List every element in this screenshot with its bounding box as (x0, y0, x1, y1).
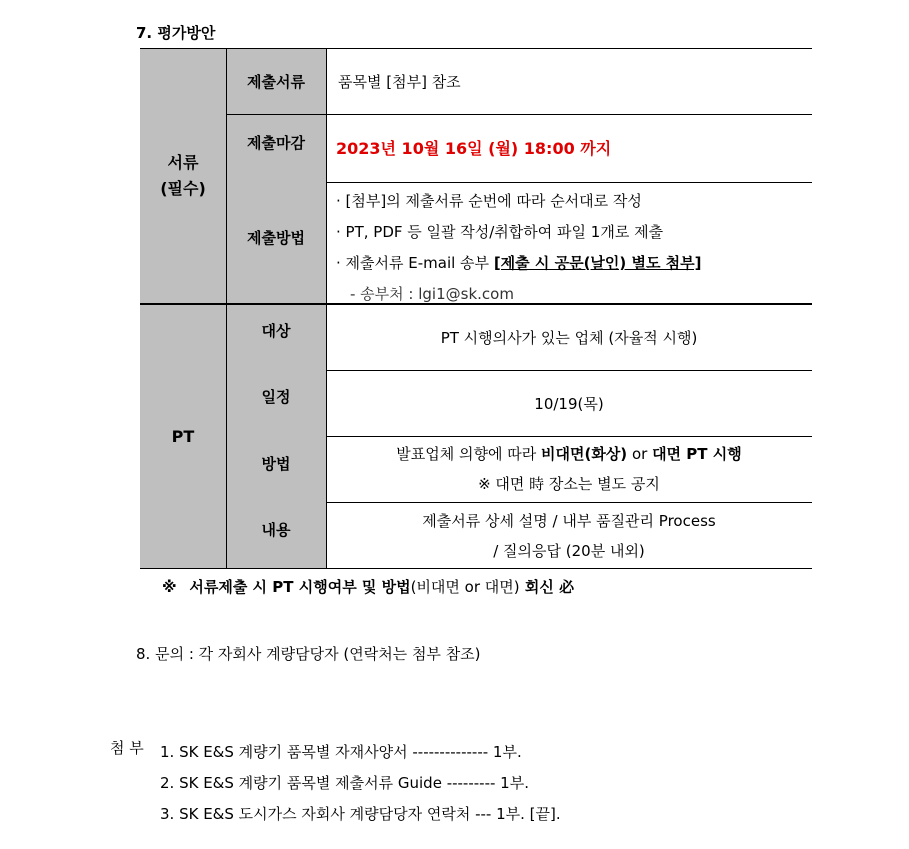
docs-group-cell (140, 48, 226, 304)
content-line-2: / 질의응답 (20분 내외) (493, 541, 645, 560)
note-text-a: 서류제출 시 PT 시행여부 및 방법 (189, 578, 411, 596)
label-submit-docs: 제출서류 (247, 72, 305, 91)
label-target: 대상 (261, 321, 291, 340)
pt-group-label: PT (171, 427, 195, 446)
note-mark: ※ (162, 578, 177, 596)
evaluation-table (140, 48, 812, 569)
method-line-1: · [첨부]의 제출서류 순번에 따라 순서대로 작성 (336, 192, 642, 210)
attachment-item: 2. SK E&S 계량기 품목별 제출서류 Guide --------- 1부. (160, 774, 529, 792)
value-content (326, 502, 812, 569)
table-bottom-border (140, 568, 812, 569)
attachment-item: 1. SK E&S 계량기 품목별 자재사양서 -------------- 1부. (160, 743, 522, 761)
method-line-3-prefix: · 제출서류 E-mail 송부 (336, 254, 494, 272)
row-divider (326, 370, 812, 371)
label-schedule: 일정 (261, 387, 291, 406)
value-submit-method (336, 186, 812, 304)
pt-method-c: or (627, 445, 653, 463)
row-divider (226, 114, 812, 115)
label-submit-method: 제출방법 (247, 228, 305, 247)
value-deadline: 2023년 10월 16일 (월) 18:00 까지 (336, 138, 612, 158)
note-text-b: (비대면 or 대면) (410, 578, 520, 596)
section-7-title: 7. 평가방안 (136, 24, 216, 42)
section-8-inquiry: 8. 문의 : 각 자회사 계량담당자 (연락처는 첨부 참조) (136, 645, 481, 663)
column-divider (226, 48, 227, 569)
value-submit-docs: 품목별 [첨부] 참조 (338, 72, 461, 91)
method-line-4-email: - 송부처 : lgi1@sk.com (350, 285, 514, 303)
content-line-1: 제출서류 상세 설명 / 내부 품질관리 Process (422, 511, 716, 530)
pt-method-b: 비대면(화상) (541, 445, 628, 463)
value-method (326, 436, 812, 502)
method-line-3 (336, 248, 812, 279)
row-divider (326, 182, 812, 183)
row-divider (326, 502, 812, 503)
note-text-c: 회신 必 (519, 578, 575, 596)
label-content: 내용 (261, 520, 291, 539)
pt-method-line-1 (396, 439, 741, 469)
label-method: 방법 (261, 454, 291, 473)
row-divider (326, 436, 812, 437)
attachment-item: 3. SK E&S 도시가스 자회사 계량담당자 연락처 --- 1부. [끝]. (160, 805, 561, 823)
attachments-label: 첨 부 (110, 739, 144, 757)
attachments-list (160, 737, 561, 830)
value-target: PT 시행의사가 있는 업체 (자율적 시행) (440, 328, 698, 347)
pt-method-d: 대면 PT 시행 (652, 445, 742, 463)
pt-method-line-2: ※ 대면 時 장소는 별도 공지 (478, 475, 660, 493)
docs-group-label: 서류 (167, 153, 199, 172)
method-line-2: · PT, PDF 등 일괄 작성/취합하여 파일 1개로 제출 (336, 223, 664, 241)
label-deadline: 제출마감 (247, 133, 305, 152)
docs-group-required: (필수) (160, 179, 206, 198)
column-divider (326, 48, 327, 569)
pt-group-cell (140, 304, 226, 569)
pt-method-a: 발표업체 의향에 따라 (396, 445, 541, 463)
pt-reply-note (162, 576, 574, 597)
method-line-3-emphasis: [제출 시 공문(날인) 별도 첨부] (493, 254, 702, 272)
value-schedule: 10/19(목) (534, 394, 604, 413)
group-divider (140, 303, 812, 305)
table-top-border (140, 48, 812, 49)
